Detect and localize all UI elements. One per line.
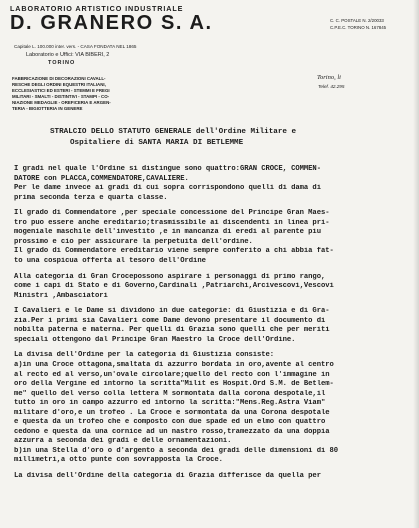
body-line: speciali ottengono dal Principe Gran Maestro la Croce dell'Ordine. [14, 335, 296, 344]
telephone-line: Telef. 42.295 [318, 84, 345, 89]
document-title: STRALCIO DELLO STATUTO GENERALE dell'Ordine Militare e [50, 128, 297, 136]
capital-line: Capitale L. 100.000 inter. vers. - CASA FONDATA NEL 1865 [14, 44, 137, 49]
body-line: millimetri,a otto punte con sovrapposta la Croce. [14, 456, 223, 465]
registry-line: C. C. POSTALE N. 2/20033 [330, 18, 384, 23]
document-title: Ospitaliere di SANTA MARIA DI BETLEMME [70, 139, 244, 147]
body-line: tutto in oro in campo azzurro ed intorno la scritta:"Mens.Reg.Astra Viam" [14, 399, 326, 408]
company-name: D. GRANERO S. A. [10, 12, 213, 34]
body-line: zia.Per i primi sia Cavalieri come Dame devono presentare il documento di [14, 316, 326, 325]
body-line: La divisa dell'Ordine della categoria di Grazia differisce da quella per [14, 472, 321, 480]
body-line: me" quello del verso colla lettera M sormontata dalla corona despotale,il [14, 389, 326, 398]
description-line: FABBRICAZIONE DI DECORAZIONI CAVALL- [12, 76, 106, 81]
body-line: mogeniale maschile dell'investito ,e in mancanza di eredi al parente piu [14, 228, 321, 237]
body-line: Il grado di Commendatore ereditario viene sempre conferito a chi abbia fat- [14, 247, 334, 256]
description-line: TERIA - BIGIOTTERIA IN GENERE [12, 106, 83, 111]
body-line: cedono e questa da una cornice ad un nastro rosso,tramezzato da una doppia [14, 427, 330, 436]
description-line: NIAZIONE MEDAGLIE - OREFICERIA E ARGEN- [12, 100, 111, 105]
registry-line: C.P.E.C. TORINO N. 167845 [330, 24, 387, 30]
place-date-field: Torino, li [317, 74, 341, 81]
registry-block [330, 18, 414, 31]
body-line: a)in una Croce ottagona,smaltata di azzurro bordata in oro,avente al centro [14, 360, 334, 369]
description-line: RESCHE DEGLI ORDINI EQUESTRI ITALIANI, [12, 82, 106, 87]
body-line: come i capi di Stato e di Governo,Cardinali ,Patriarchi,Arcivescovi,Vescovi [14, 282, 334, 291]
body-line: Alla categoria di Gran Crocepossono aspirare i personaggi di primo rango, [14, 272, 326, 281]
body-line: I Cavalieri e le Dame si dividono in due categorie: di Giustizia e di Gra- [14, 307, 330, 316]
body-line: nobilta paterna e materna. Per quelli di Grazia sono quelli che per meriti [14, 326, 330, 335]
description-line: MILITARI - SMALTI - DISTINTIVI - STAMPI - CO- [12, 94, 110, 99]
body-line: La divisa dell'Ordine per la categoria di Giustizia consiste: [14, 351, 275, 360]
body-line: Il grado di Commendatore ,per speciale concessione del Principe Gran Maes- [14, 209, 330, 218]
body-line: militare d'oro,e un trofeo . La Croce e sormontata da una Corona despotale [14, 408, 330, 417]
body-line: al recto ed al verso,un'ovale circolare;quello del recto con l'immagine in [14, 370, 330, 379]
company-subtitle: LABORATORIO ARTISTICO INDUSTRIALE [10, 4, 184, 13]
body-line: oro della Vergine ed intorno la scritta"Milit es Hospit.Ord S.M. de Betlem- [14, 380, 334, 388]
business-description [12, 76, 132, 112]
body-line: azzurra a seconda dei gradi e delle ornamentazioni. [14, 437, 232, 446]
body-line: b)in una Stella d'oro o d'argento a seconda dei gradi delle dimensioni di 80 [14, 446, 339, 455]
body-line: I gradi nel quale l'Ordine si distingue sono quattro:GRAN CROCE, COMMEN- [14, 165, 321, 173]
body-line: tro puo essere anche ereditario;trasmissibile ai discendenti in linea pri- [14, 218, 330, 227]
body-line: to una cospicua offerta al tesoro dell'Ordine [14, 257, 206, 265]
body-line: Ministri ,Ambasciatori [14, 291, 108, 300]
body-line: prossimo e cio per assicurare la perpetuita dell'ordine. [14, 237, 253, 246]
description-line: ECCLESIASTICI ED ESTERI - STEMMI E FREGI [12, 88, 110, 93]
body-line: Per le dame invece ai gradi di cui sopra corrispondono quelli di dama di [14, 184, 321, 193]
address-line: Laboratorio e Uffici: VIA BIBERI, 2 [26, 52, 110, 58]
scan-shadow [413, 0, 419, 528]
body-line: prima seconda terza e quarta classe. [14, 193, 168, 202]
body-line: DATORE con PLACCA,COMMENDATORE,CAVALIERE. [14, 174, 189, 183]
body-line: e questa da un trofeo che e composto con due spade ed un elmo con quattro [14, 418, 326, 427]
city-line: TORINO [48, 60, 76, 66]
